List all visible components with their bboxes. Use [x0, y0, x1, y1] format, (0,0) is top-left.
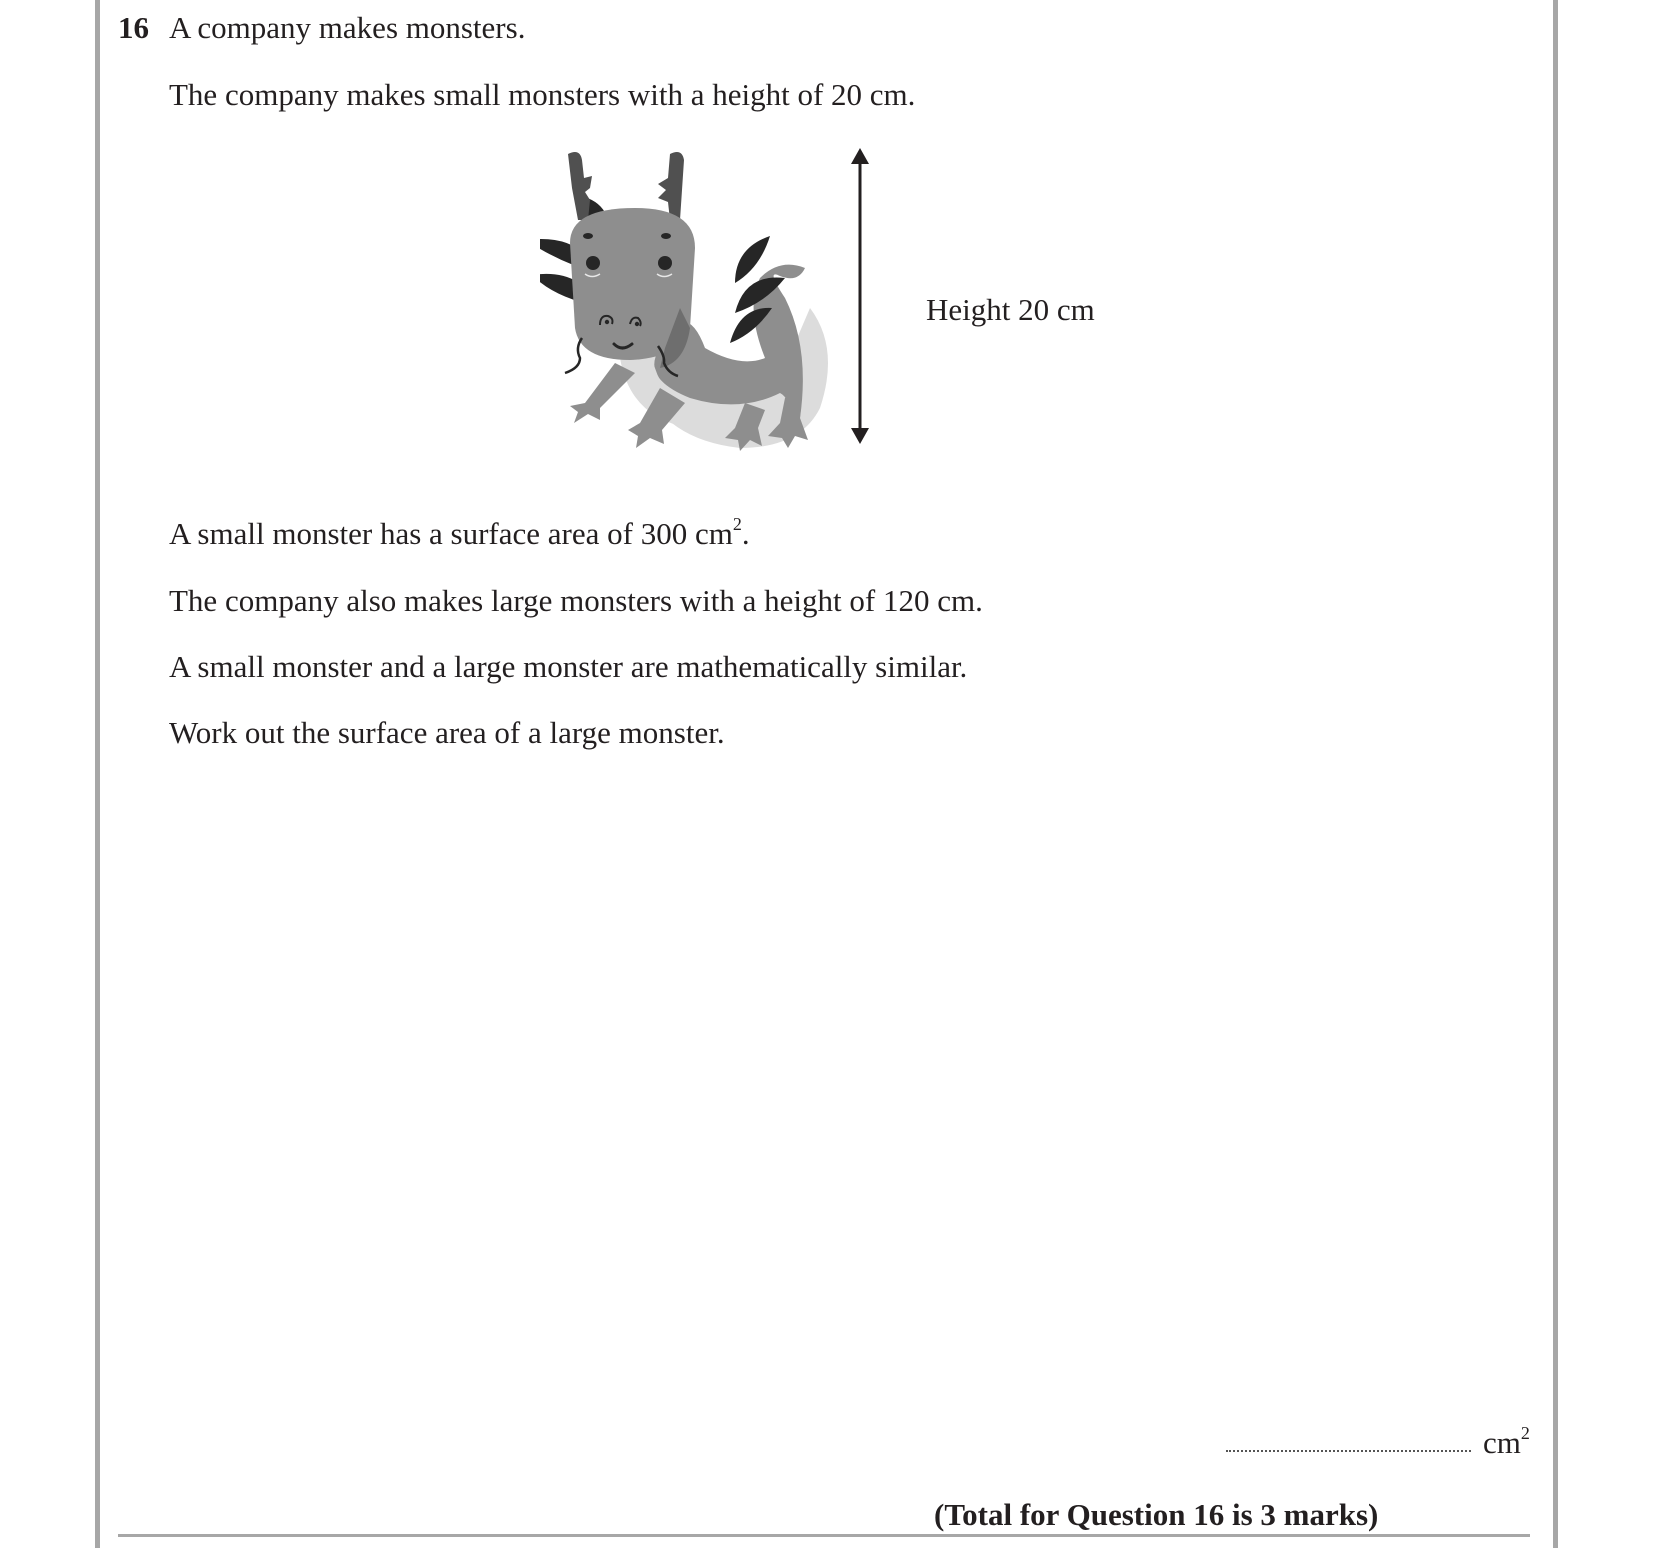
question-number: 16 [118, 10, 149, 45]
page-border-left [95, 0, 100, 1548]
small-monster-text: The company makes small monsters with a height of 20 cm. [169, 77, 916, 112]
monster-figure [540, 148, 960, 478]
dragon-leg-front-left [570, 363, 635, 423]
answer-unit-sup: 2 [1520, 1423, 1530, 1443]
task-text: Work out the surface area of a large monster. [169, 715, 725, 750]
surface-area-main: A small monster has a surface area of 300 cm [169, 516, 733, 551]
superscript: 2 [732, 514, 742, 534]
dragon-horn-right [658, 152, 684, 220]
answer-line[interactable] [1226, 1450, 1471, 1452]
total-marks: (Total for Question 16 is 3 marks) [934, 1497, 1379, 1532]
height-label: Height 20 cm [926, 292, 1095, 327]
surface-area-text [169, 516, 750, 552]
answer-unit [1483, 1425, 1530, 1461]
large-monster-text: The company also makes large monsters with a height of 120 cm. [169, 583, 983, 618]
dragon-whisker-left [565, 338, 582, 373]
height-arrow [851, 148, 869, 444]
question-end-rule [118, 1534, 1530, 1537]
dragon-brow-left [583, 233, 593, 239]
similar-text: A small monster and a large monster are mathematically similar. [169, 649, 968, 684]
dragon-eye-right [658, 256, 672, 270]
answer-unit-text: cm [1483, 1425, 1521, 1460]
surface-area-end: . [741, 516, 750, 551]
question-intro: A company makes monsters. [169, 10, 526, 45]
dragon-brow-right [661, 233, 671, 239]
dragon-illustration [540, 148, 960, 478]
dragon-horn-left [568, 152, 592, 220]
page-border-right [1553, 0, 1558, 1548]
dragon-eye-left [586, 256, 600, 270]
